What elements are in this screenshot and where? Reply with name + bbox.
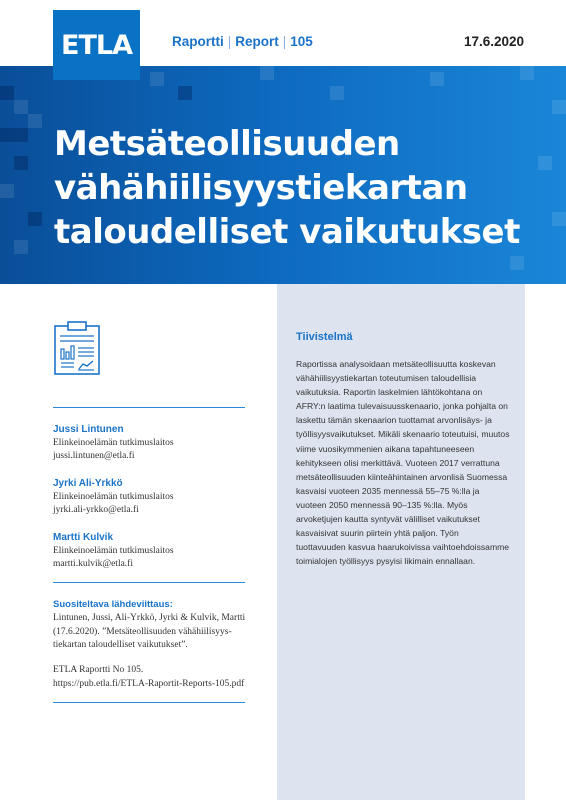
author-affiliation: Elinkeinoelämän tutkimuslaitos xyxy=(53,438,174,448)
author-affiliation: Elinkeinoelämän tutkimuslaitos xyxy=(53,546,174,556)
title-line-3: taloudelliset vaikutukset xyxy=(54,212,520,252)
etla-logo: ETLA xyxy=(53,10,140,80)
citation-line-3: tiekartan taloudelliset vaikutukset”. xyxy=(53,640,188,650)
clipboard-chart-icon xyxy=(53,320,101,376)
report-reference-line-1: ETLA Raportti No 105. xyxy=(53,665,144,675)
separator-2: | xyxy=(282,34,287,49)
citation-line-2: (17.6.2020). ”Metsäteollisuuden vähähiilisyys- xyxy=(53,626,232,637)
report-series-line xyxy=(172,34,313,49)
divider-top xyxy=(53,407,245,408)
divider-middle xyxy=(53,582,245,583)
citation-line-1: Lintunen, Jussi, Ali-Yrkkö, Jyrki & Kulvik, Martti xyxy=(53,613,246,623)
report-url[interactable]: https://pub.etla.fi/ETLA-Raportit-Reports-105.pdf xyxy=(53,678,245,689)
author-email: jussi.lintunen@etla.fi xyxy=(53,451,135,461)
divider-bottom xyxy=(53,702,245,703)
title-line-2: vähähiilisyystiekartan xyxy=(54,168,468,208)
author-name: Jussi Lintunen xyxy=(53,424,124,435)
author-name: Jyrki Ali-Yrkkö xyxy=(53,478,123,489)
author-block-2 xyxy=(53,477,174,517)
separator-1: | xyxy=(227,34,232,49)
author-name: Martti Kulvik xyxy=(53,532,114,543)
summary-text: Raportissa analysoidaan metsäteollisuutta koskevan vähähiilisyystiekartan toteutumisen taloudellisia vaikutuksia. Raportin laskelmien lähtökohtana on AFRY:n laatima tulevaisuusskenaario, jonka pohjalta on laskettu tämän skenaarion tuottamat arvonlisäys- ja työllisyysvaikutukset. Mikäli skenaario toteutuisi, muutos viime vuosikymmenien aikana tapahtuneeseen kehitykseen olisi merkittävä. Vuoteen 2017 verrattuna metsäteollisuuden kiinteähintainen arvonlisä Suomessa kasvaisi vuoteen 2035 mennessä 55–75 %:lla ja vuoteen 2050 mennessä 90–135 %:lla. Myös arvoketjujen kautta syntyvät välilliset vaikutukset kasvaisivat suurin piirtein yhtä paljon. Työn tuottavuuden kasvua haarukoivissa vaihtoehdoissamme toimialojen työllisyys pysyisi likimain ennallaan. xyxy=(296,359,510,567)
author-email: jyrki.ali-yrkko@etla.fi xyxy=(53,505,139,515)
title-line-1: Metsäteollisuuden xyxy=(54,124,400,164)
publication-date: 17.6.2020 xyxy=(463,34,524,49)
author-block-3 xyxy=(53,531,174,571)
report-label-en: Report xyxy=(235,34,279,49)
author-email: martti.kulvik@etla.fi xyxy=(53,559,133,569)
citation-heading: Suositeltava lähdeviittaus: xyxy=(53,599,173,610)
report-title xyxy=(54,122,534,254)
report-label-fi: Raportti xyxy=(172,34,224,49)
author-affiliation: Elinkeinoelämän tutkimuslaitos xyxy=(53,492,174,502)
report-number: 105 xyxy=(290,34,313,49)
author-block-1 xyxy=(53,423,174,463)
summary-heading: Tiivistelmä xyxy=(296,331,353,343)
report-reference xyxy=(53,664,268,691)
citation-text xyxy=(53,612,253,653)
